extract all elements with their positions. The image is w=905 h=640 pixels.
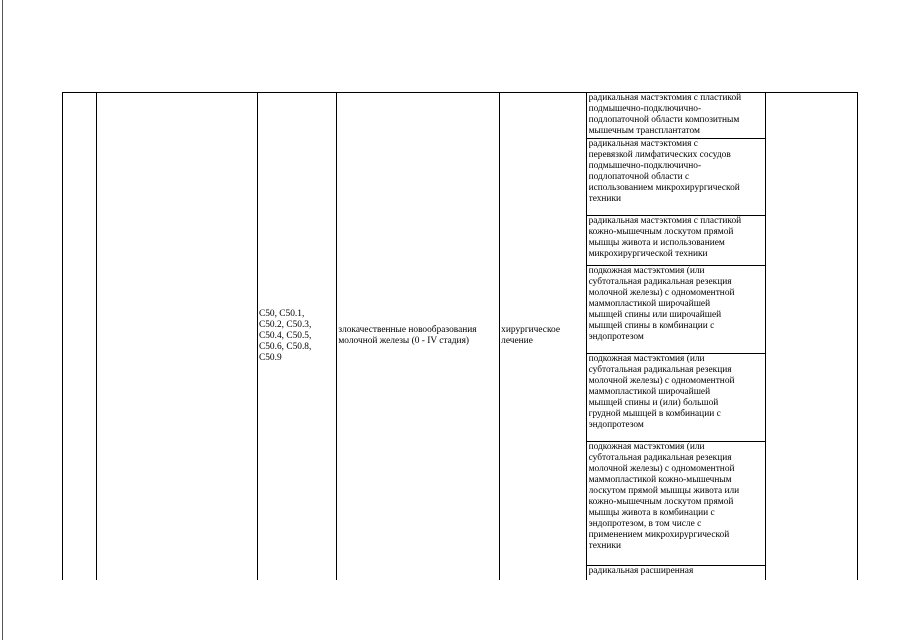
method-line: грудной мышцей в комбинации с	[588, 409, 721, 419]
method-line: эндопротезом	[588, 420, 644, 430]
diagnosis-cell	[337, 93, 500, 580]
method-line: кожно-мышечным лоскутом прямой	[588, 497, 734, 507]
method-cell	[586, 566, 766, 580]
icd-codes-line: C50.4, C50.5,	[258, 330, 312, 341]
method-line: маммопластикой кожно-мышечным	[588, 475, 732, 485]
method-line: маммопластикой широчайшей	[588, 387, 711, 397]
method-line: радикальная расширенная	[588, 566, 694, 576]
treatment-line: лечение	[501, 336, 533, 347]
method-line: использованием микрохирургической	[588, 183, 740, 193]
method-cell	[586, 93, 766, 139]
method-cell	[586, 216, 766, 266]
method-line: кожно-мышечным лоскутом прямой	[588, 227, 734, 237]
treatment-line: хирургическое	[501, 325, 560, 336]
method-line: подкожная мастэктомия (или	[588, 442, 705, 452]
method-line: техники	[588, 194, 622, 204]
method-line: подлопаточной области композитным	[588, 115, 740, 125]
method-line: лоскутом прямой мышцы живота или	[588, 486, 740, 496]
method-line: субтотальная радикальная резекция	[588, 453, 732, 463]
method-line: радикальная мастэктомия с пластикой	[588, 216, 742, 226]
icd-codes-line: C50.2, C50.3,	[258, 319, 312, 330]
norm-cell	[766, 93, 858, 580]
method-line: радикальная мастэктомия с	[588, 139, 698, 149]
method-line: микрохирургической техники	[588, 249, 708, 259]
icd-codes-line: C50.6, C50.8,	[258, 341, 312, 352]
method-line: мышцей спины или широчайшей	[588, 310, 722, 320]
diagnosis-line: злокачественные новообразования	[338, 325, 477, 336]
method-line: эндопротезом	[588, 332, 644, 342]
row-number-cell	[63, 93, 97, 580]
table-row	[63, 93, 858, 139]
method-line: подлопаточной области с	[588, 172, 690, 182]
method-line: субтотальная радикальная резекция	[588, 365, 732, 375]
method-line: техники	[588, 541, 622, 551]
method-line: мышцы живота в комбинации с	[588, 508, 715, 518]
method-cell	[586, 442, 766, 566]
care-type-cell	[97, 93, 258, 580]
method-line: молочной железы) с одномоментной	[588, 376, 735, 386]
icd-codes-line: C50, C50.1,	[258, 308, 305, 319]
method-line: перевязкой лимфатических сосудов	[588, 150, 731, 160]
method-line: подмышечно-подключично-	[588, 104, 702, 114]
method-cell	[586, 139, 766, 216]
medical-care-table	[62, 92, 858, 580]
method-cell	[586, 354, 766, 442]
method-line: мышечным трансплантатом	[588, 126, 700, 136]
method-line: подкожная мастэктомия (или	[588, 354, 705, 364]
method-line: применением микрохирургической	[588, 530, 730, 540]
method-line: мышцей спины в комбинации с	[588, 321, 715, 331]
icd-codes-cell	[257, 93, 336, 580]
method-line: мышцы живота и использованием	[588, 238, 725, 248]
method-line: подмышечно-подключично-	[588, 161, 702, 171]
method-line: подкожная мастэктомия (или	[588, 266, 705, 276]
icd-codes-line: C50.9	[258, 352, 282, 363]
method-line: радикальная мастэктомия с пластикой	[588, 93, 742, 103]
page-edge-line	[2, 0, 3, 640]
diagnosis-line: молочной железы (0 - IV стадия)	[338, 336, 470, 347]
method-line: мышцей спины и (или) большой	[588, 398, 719, 408]
method-line: субтотальная радикальная резекция	[588, 277, 732, 287]
method-line: молочной железы) с одномоментной	[588, 288, 735, 298]
method-line: маммопластикой широчайшей	[588, 299, 711, 309]
method-cell	[586, 266, 766, 354]
method-line: эндопротезом, в том числе с	[588, 519, 702, 529]
method-line: молочной железы) с одномоментной	[588, 464, 735, 474]
treatment-type-cell	[500, 93, 586, 580]
